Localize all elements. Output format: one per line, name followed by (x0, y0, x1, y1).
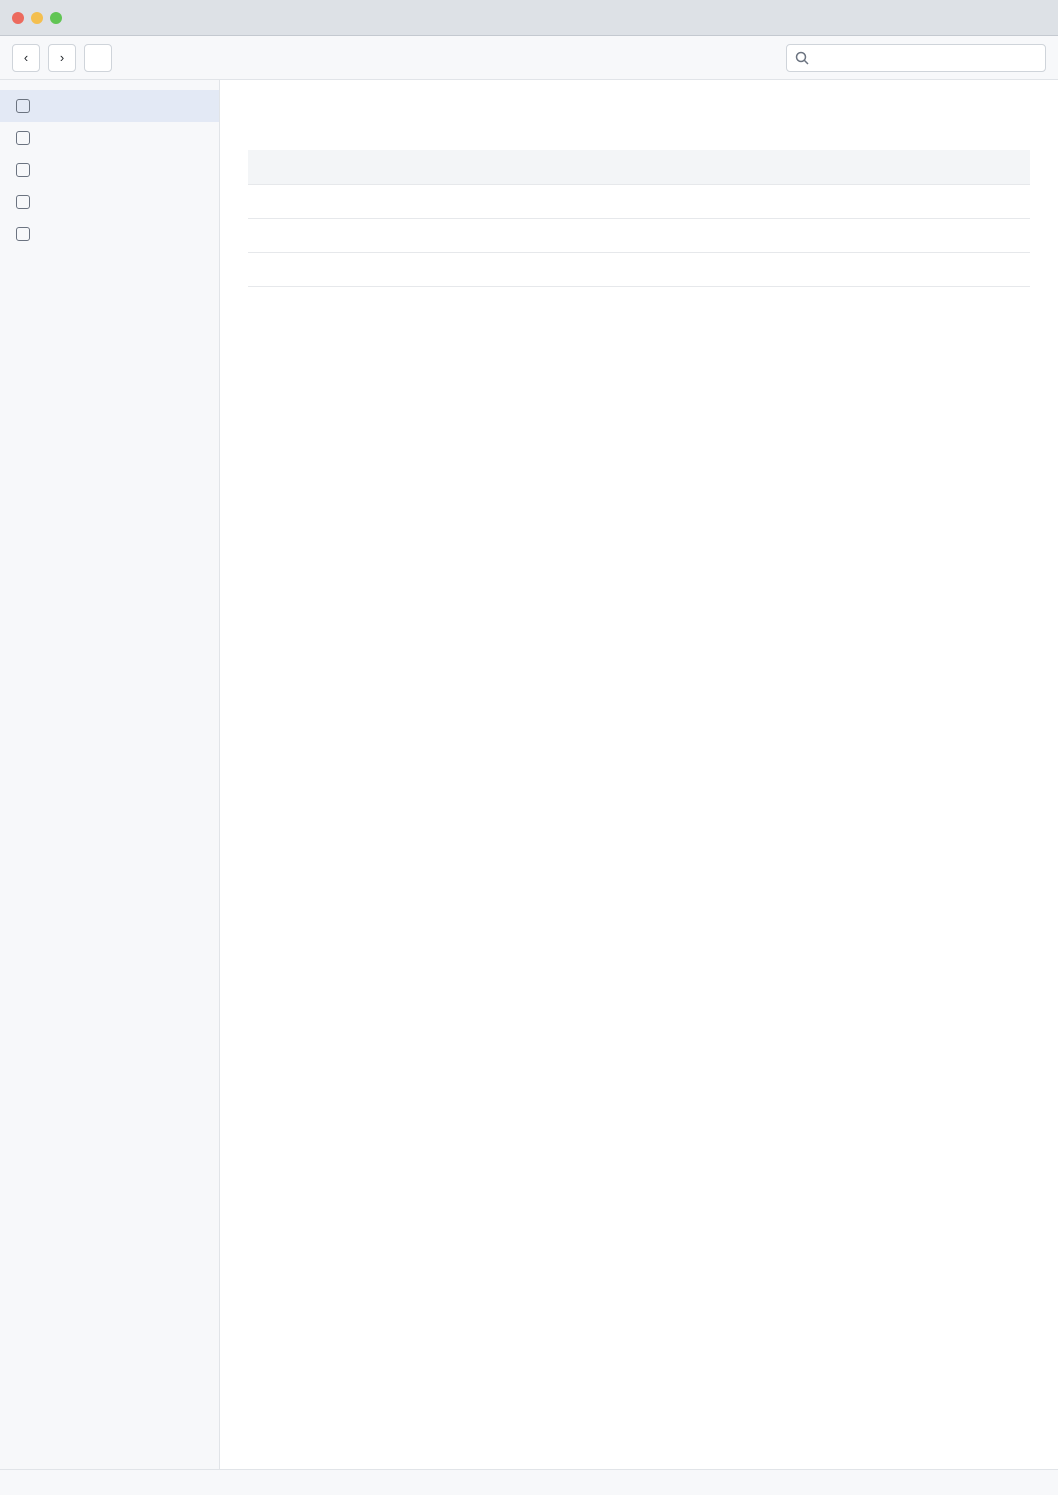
folder-icon (16, 99, 30, 113)
back-button[interactable] (12, 44, 40, 72)
title-bar (0, 0, 1058, 36)
table-header-row (248, 150, 1030, 184)
table-cell (248, 252, 509, 286)
folder-icon (16, 195, 30, 209)
minimize-window-button[interactable] (31, 12, 43, 24)
table-cell (769, 252, 1030, 286)
data-table (248, 150, 1030, 287)
chevron-left-icon: ‹ (23, 50, 29, 65)
search-box (786, 44, 1046, 72)
chevron-right-icon: › (59, 50, 65, 65)
page-title (248, 104, 1030, 132)
sidebar-item[interactable] (0, 218, 219, 250)
main-panel (220, 80, 1058, 1469)
table-row[interactable] (248, 184, 1030, 218)
folder-icon (16, 227, 30, 241)
folder-icon (16, 131, 30, 145)
table-cell (769, 218, 1030, 252)
table-row[interactable] (248, 218, 1030, 252)
sidebar-item[interactable] (0, 154, 219, 186)
window-controls (12, 12, 62, 24)
sidebar-item[interactable] (0, 90, 219, 122)
sidebar-item[interactable] (0, 122, 219, 154)
table-cell (248, 184, 509, 218)
sidebar-item[interactable] (0, 186, 219, 218)
search-input[interactable] (815, 50, 1037, 65)
table-cell (509, 218, 770, 252)
table-cell (509, 252, 770, 286)
content-area (0, 80, 1058, 1469)
table-cell (769, 184, 1030, 218)
table-row[interactable] (248, 252, 1030, 286)
table-cell (509, 184, 770, 218)
folder-icon (16, 163, 30, 177)
action-button[interactable] (84, 44, 112, 72)
close-window-button[interactable] (12, 12, 24, 24)
forward-button[interactable] (48, 44, 76, 72)
column-header[interactable] (509, 150, 770, 184)
sidebar (0, 80, 220, 1469)
column-header[interactable] (769, 150, 1030, 184)
status-bar (0, 1469, 1058, 1495)
search-icon (795, 51, 809, 65)
maximize-window-button[interactable] (50, 12, 62, 24)
table-cell (248, 218, 509, 252)
column-header[interactable] (248, 150, 509, 184)
toolbar (0, 36, 1058, 80)
